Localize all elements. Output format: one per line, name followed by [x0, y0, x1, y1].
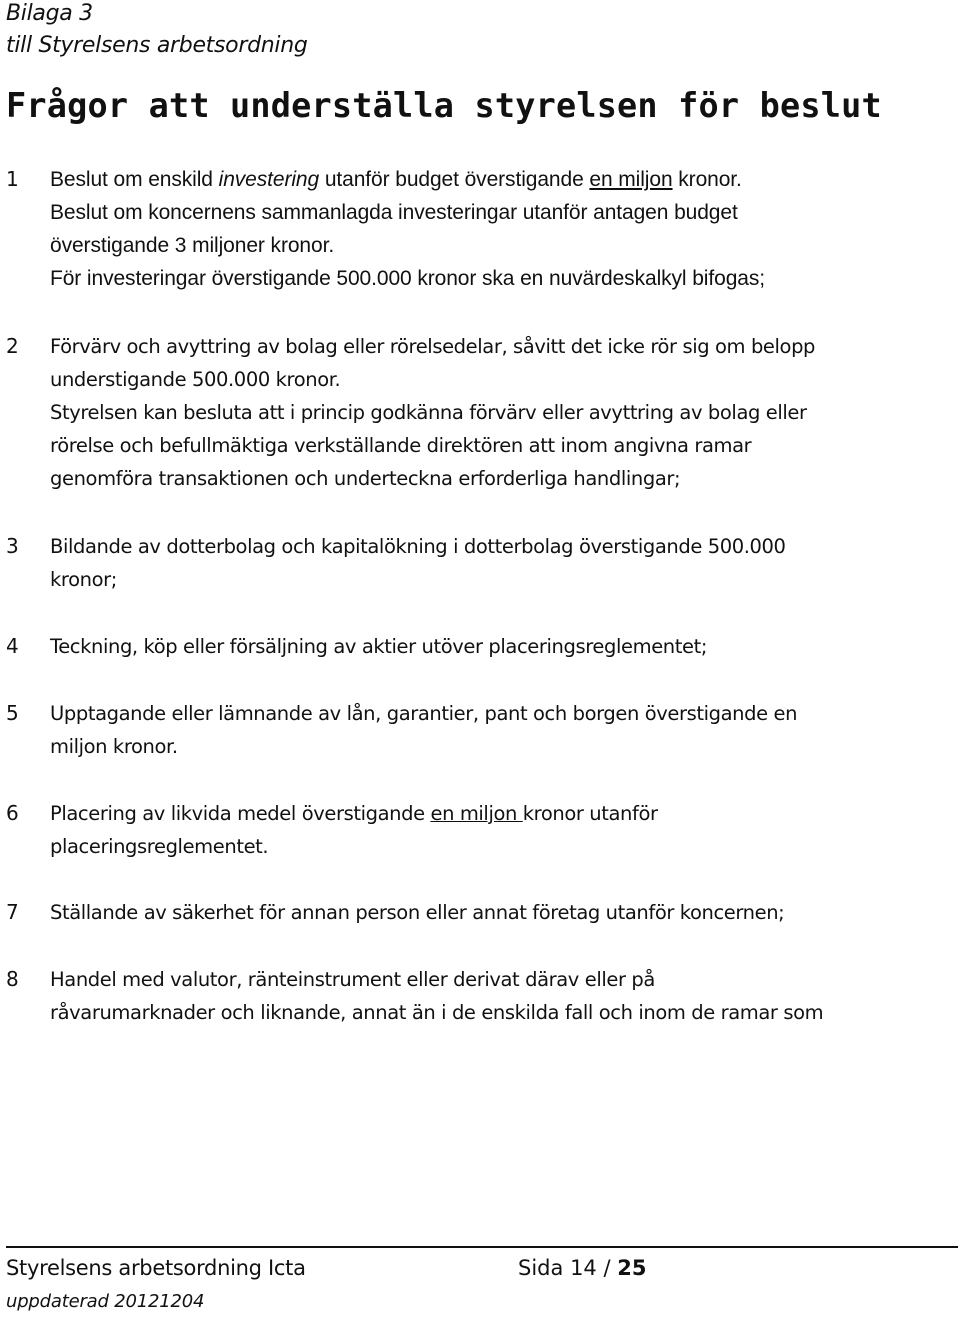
item-text [50, 797, 658, 863]
item-text [50, 163, 765, 295]
item-text [50, 697, 797, 763]
item-text [50, 530, 786, 596]
item-line: rörelse och befullmäktiga verkställande direktören att inom angivna ramar [50, 434, 752, 457]
item-line: genomföra transaktionen och underteckna erforderliga handlingar; [50, 467, 681, 490]
footer-page-number [518, 1252, 646, 1284]
footer-divider [6, 1246, 958, 1248]
item-text [50, 963, 823, 1029]
item-text [50, 630, 707, 663]
item-line: överstigande 3 miljoner kronor. [50, 234, 335, 257]
text-run: kronor. [672, 168, 742, 191]
item-line: Styrelsen kan besluta att i princip godkänna förvärv eller avyttring av bolag eller [50, 401, 807, 424]
item-line: Handel med valutor, ränteinstrument eller derivat därav eller på [50, 968, 655, 991]
text-run: .000 kronor ska en nuvärdeskalkyl bifogas; [371, 267, 765, 290]
footer-document-name: Styrelsens arbetsordning Icta [6, 1256, 306, 1280]
text-run: För investeringar överstigande 500 [50, 267, 372, 290]
text-run: Placering av likvida medel överstigande [50, 802, 431, 825]
text-run: Beslut om enskild [50, 168, 219, 191]
text-run-underlined: en miljon [589, 168, 673, 191]
text-run: utanför budget överstigande [319, 168, 590, 191]
item-line: Förvärv och avyttring av bolag eller rörelsedelar, såvitt det icke rör sig om belopp [50, 335, 816, 358]
text-run: kronor utanför [522, 802, 658, 825]
item-line: kronor; [50, 568, 117, 591]
item-line: placeringsreglementet. [50, 835, 269, 858]
page-title: Frågor att underställa styrelsen för beslut [6, 86, 882, 125]
item-number: 8 [6, 967, 19, 991]
page-label: Sida [518, 1256, 564, 1280]
item-number: 5 [6, 701, 19, 725]
page-separator: / [596, 1256, 618, 1280]
item-text [50, 330, 815, 495]
item-line: Teckning, köp eller försäljning av aktier utöver placeringsreglementet; [50, 635, 708, 658]
item-line [50, 262, 765, 295]
item-line: Ställande av säkerhet för annan person eller annat företag utanför koncernen; [50, 901, 785, 924]
item-line: understigande 500.000 kronor. [50, 368, 341, 391]
header-appendix-label: Bilaga 3 [6, 1, 93, 26]
item-number: 2 [6, 334, 19, 358]
footer-updated-date: uppdaterad 20121204 [6, 1291, 205, 1312]
page-current: 14 [570, 1256, 597, 1280]
header-document-reference: till Styrelsens arbetsordning [6, 33, 308, 58]
item-line [50, 163, 765, 196]
item-text [50, 896, 784, 929]
item-number: 4 [6, 634, 19, 658]
item-number: 7 [6, 900, 19, 924]
item-line [50, 797, 658, 830]
item-number: 1 [6, 167, 19, 191]
item-line: råvarumarknader och liknande, annat än i de enskilda fall och inom de ramar som [50, 1001, 824, 1024]
item-number: 3 [6, 534, 19, 558]
item-number: 6 [6, 801, 19, 825]
text-run-underlined: en miljon [430, 802, 523, 825]
text-run-italic: investering [218, 168, 320, 191]
item-line: Upptagande eller lämnande av lån, garantier, pant och borgen överstigande en [50, 702, 798, 725]
item-line: Bildande av dotterbolag och kapitalökning i dotterbolag överstigande 500.000 [50, 535, 786, 558]
item-line: Beslut om koncernens sammanlagda investeringar utanför antagen budget [50, 201, 738, 224]
page-total: 25 [617, 1256, 647, 1280]
item-line: miljon kronor. [50, 735, 178, 758]
